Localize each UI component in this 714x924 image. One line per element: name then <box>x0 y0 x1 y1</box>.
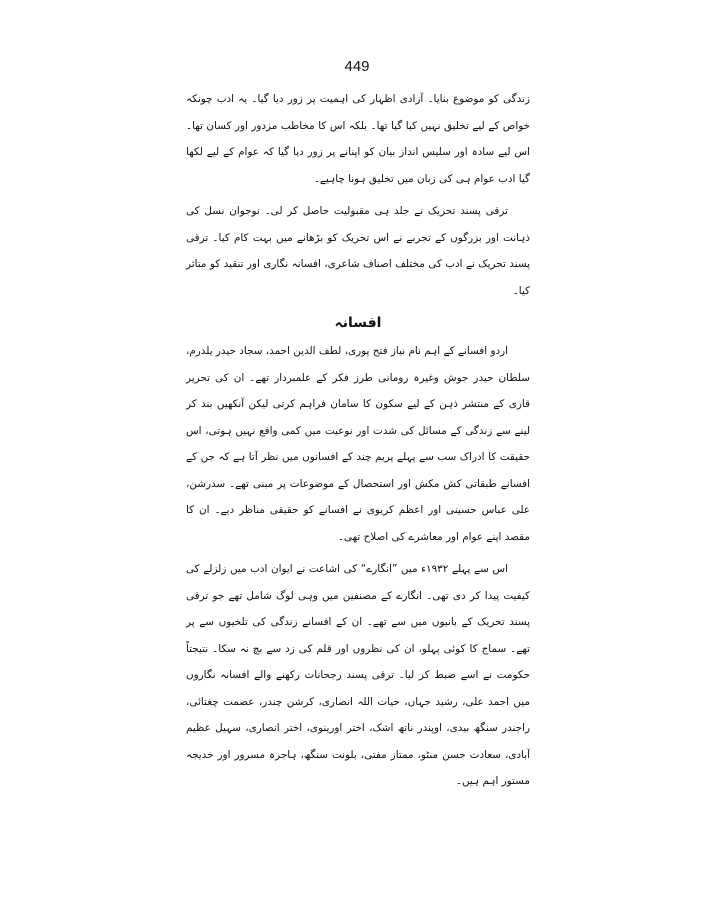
paragraph-section-2: اس سے پہلے ۱۹۳۲ء میں ”انگارے“ کی اشاعت نے ایوان ادب میں زلزلے کی کیفیت پیدا کر دی تھی۔ انگارے کے مصنفین میں وہی لوگ شامل تھے جو ترقی پسند تحریک کے بانیوں میں سے تھے۔ ان کے افسانے زندگی کی تلخیوں سے پر تھے۔ سماج کا کوئی پہلو، ان کی نظروں اور قلم کی زد سے بچ نہ سکا۔ نتیجتاً حکومت نے اسے ضبط کر لیا۔ ترقی پسند رجحانات رکھنے والے افسانہ نگاروں میں احمد علی، رشید جہاں، حیات اللہ انصاری، کرشن چندر، عصمت چغتائی، راجندر سنگھ بیدی، اوپندر ناتھ اشک، اختر اورینوی، اختر انصاری، سہیل عظیم آبادی، سعادت حسن منٹو، ممتاز مفتی، بلونت سنگھ، ہاجرہ مسرور اور خدیجہ مستور اہم ہیں۔ <box>186 563 530 787</box>
page-body <box>186 86 530 801</box>
paragraph-section-1: اردو افسانے کے اہم نام نیاز فتح پوری، لطف الدین احمد، سجاد حیدر یلدرم، سلطان حیدر جوش وغیرہ رومانی طرز فکر کے علمبردار تھے۔ ان کی تحریر قاری کے منتشر ذہن کے لیے سکون کا سامان فراہم کرتی لیکن آنکھیں بند کر لینے سے زندگی کے مسائل کی شدت اور نوعیت میں کمی واقع نہیں ہوتی، اس حقیقت کا ادراک سب سے پہلے پریم چند کے افسانوں میں نظر آتا ہے کہ جن کے افسانے طبقاتی کش مکش اور استحصال کے موضوعات پر مبنی تھے۔ سدرشن، علی عباس حسینی اور اعظم کریوی نے افسانے کو حقیقی مناظر دیے۔ ان کا مقصد اپنے عوام اور معاشرے کی اصلاح تھی۔ <box>186 345 530 543</box>
page-number: 449 <box>344 58 370 75</box>
section-heading: افسانہ <box>334 315 382 331</box>
paragraph-intro-1: زندگی کو موضوع بنایا۔ آزادی اظہار کی اہمیت پر زور دیا گیا۔ یہ ادب چونکہ خواص کے لیے تخلیق نہیں کیا گیا تھا۔ بلکہ اس کا مخاطب مزدور اور کسان تھا۔ اس لیے سادہ اور سلیس انداز بیان کو اپنانے پر زور دیا گیا کہ عوام کے لیے لکھا گیا ادب عوام ہی کی زبان میں تخلیق ہونا چاہیے۔ <box>186 93 530 185</box>
paragraph-intro-2: ترقی پسند تحریک نے جلد ہی مقبولیت حاصل کر لی۔ نوجوان نسل کی ذہانت اور بزرگوں کے تجربے نے اس تحریک کو بڑھانے میں بہت کام کیا۔ ترقی پسند تحریک نے ادب کی مختلف اصناف شاعری، افسانہ نگاری اور تنقید کو متاثر کیا۔ <box>186 205 530 297</box>
